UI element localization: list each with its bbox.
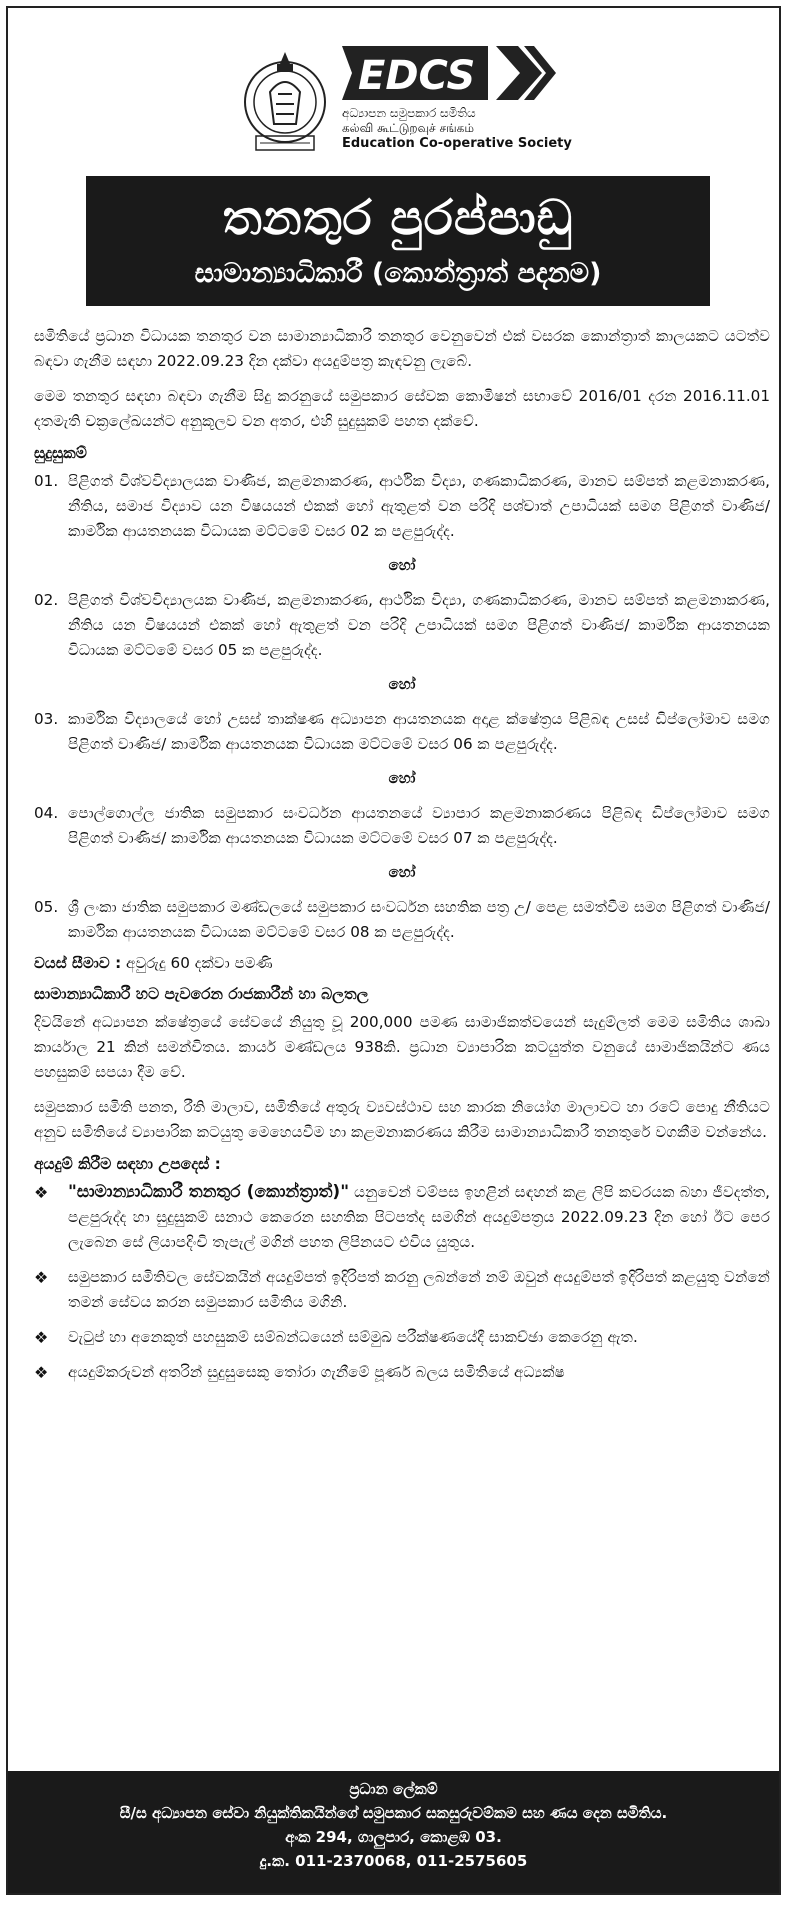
qualification-number: 02.: [34, 591, 59, 609]
instruction-item: [34, 1180, 770, 1255]
instruction-text: යනුවෙන් වම්පස ඉහළින් සඳහන් කළ ලිපි කවරයක බහා ජීවදත්ත, පළපුරුද්ද හා සුදුසුකම් සනාථ කෙරෙන සහතික පිටපත්ද සමගින් අයදුම්පත්‍රය 2022.09.23 දින හෝ ඊට පෙර ලැබෙන සේ ලියාපදිංචි තැපැල් මගින් පහත ලිපිනයට එවිය යුතුය.: [68, 1183, 770, 1251]
instruction-item: [34, 1265, 770, 1315]
society-name-sinhala: අධ්‍යාපන සමුපකාර සමිතිය: [342, 106, 476, 120]
footer-address: අංක 294, ගාලුපාර, කොළඹ 03.: [285, 1828, 502, 1846]
advertisement-body: [34, 324, 770, 1395]
age-limit-label: වයස් සීමාව :: [34, 954, 122, 972]
or-separator: හෝ: [388, 556, 416, 574]
contact-footer: [8, 1771, 779, 1893]
qualification-text: පොල්ගොල්ල ජාතික සමුපකාර සංවර්ධන ආයතනයේ ව්‍යාපාර කළමනාකරණය පිළිබඳ ඩිප්ලෝමාව සමග පිළිගත් වාණිජ/ කාර්මික ආයතනයක විධායක මට්ටමේ වසර 07 ක පළපුරුද්ද.: [68, 804, 770, 847]
footer-officer-title: ප්‍රධාන ලේකම්: [349, 1780, 438, 1798]
age-limit: [34, 951, 770, 975]
qualification-number: 05.: [34, 898, 59, 916]
qualification-item: [34, 895, 770, 945]
logo-text: EDCS: [358, 53, 476, 99]
advertisement-page: [6, 6, 781, 1895]
intro-paragraph-2: මෙම තනතුර සඳහා බඳවා ගැනීම සිදු කරනුයේ සමුපකාර සේවක කොමිෂන් සභාවේ 2016/01 දරන 2016.11.01 දතමැති චක්‍රලේඛයන්ට අනුකූලව වන අතර, එහි සුදුසුකම් පහත දක්වේ.: [34, 387, 770, 430]
instruction-text: සමුපකාර සමිතිවල සේවකයින් අයදුම්පත් ඉදිරිපත් කරනු ලබන්නේ නම් ඔවුන් අයදුම්පත් ඉදිරිපත් කළයුතු වන්නේ තමන් සේවය කරන සමුපකාර සමිතිය මගිනි.: [68, 1268, 770, 1311]
society-name-tamil: கல்வி கூட்டுறவுச் சங்கம்: [342, 121, 474, 135]
diamond-bullet-icon: ❖: [34, 1268, 49, 1287]
society-seal-icon: [238, 42, 332, 154]
instruction-text: අයදුම්කරුවන් අතරින් සුදුසුසෙකු තෝරා ගැනීමේ පූර්ණ බලය සමිතියේ අධ්‍යක්ෂ: [68, 1363, 565, 1381]
qualification-text: ශ්‍රී ලංකා ජාතික සමුපකාර මණ්ඩලයේ සමුපකාර සංවර්ධන සහතික පත්‍ර උ/ පෙළ සමත්වීම සමග පිළිගත් වාණිජ/ කාර්මික ආයතනයක විධායක මට්ටමේ වසර 08 ක පළපුරුද්ද.: [68, 898, 770, 941]
position-title: සාමාන්‍යාධිකාරී (කොන්ත්‍රාත් පදනම): [194, 258, 602, 289]
qualification-number: 04.: [34, 804, 59, 822]
duties-paragraph-2: සමුපකාර සමිති පනත, රීති මාලාව, සමිතියේ අතුරු ව්‍යවස්ථාව සහ කාරක නියෝග මාලාවට හා රටේ පොදු නීතියට අනුව සමිතියේ ව්‍යාපාරික කටයුතු මෙහෙයවීම හා කළමනාකරණය කිරීම සාමාන්‍යාධිකාරී තනතුරේ වගකීම වන්නේය.: [34, 1098, 770, 1141]
society-names: [342, 106, 582, 151]
duties-heading: සාමාන්‍යාධිකාරී හට පැවරෙන රාජකාරීන් හා බලතල: [34, 985, 369, 1003]
intro-paragraph-1: සමිතියේ ප්‍රධාන විධායක තනතුර වන සාමාන්‍යාධිකාරී තනතුර වෙනුවෙන් එක් වසරක කොන්ත්‍රාත් කාලයකට යටත්ව බඳවා ගැනීම සඳහා 2022.09.23 දින දක්වා අයදුම්පත්‍ර කැඳවනු ලැබේ.: [34, 327, 770, 370]
edcs-logo: [338, 42, 558, 104]
or-separator: හෝ: [388, 675, 416, 693]
age-limit-value: අවුරුදු 60 දක්වා පමණි: [126, 954, 273, 972]
or-separator: හෝ: [388, 863, 416, 881]
qualification-text: පිළිගත් විශ්වවිද්‍යාලයක වාණිජ, කළමනාකරණ, ආර්ථික විද්‍යා, ගණකාධිකරණ, මානව සම්පත් කළමනාකරණ, නීතිය යන විෂයයන් එකක් හෝ ඇතුළත් වන පරිදි උපාධියක් සමග පිළිගත් වාණිජ/ කාර්මික ආයතනයක විධායක මට්ටමේ වසර 05 ක පළපුරුද්ද.: [68, 591, 770, 659]
qualification-text: කාර්මික විද්‍යාලයේ හෝ උසස් තාක්ෂණ අධ්‍යාපන ආයතනයක අදාළ ක්ෂේත්‍රය පිළිබඳ උසස් ඩිප්ලෝමාව සමග පිළිගත් වාණිජ/ කාර්මික ආයතනයක විධායක මට්ටමේ වසර 06 ක පළපුරුද්ද.: [68, 710, 770, 753]
qualification-item: [34, 801, 770, 851]
qualification-item: [34, 588, 770, 663]
or-separator: හෝ: [388, 769, 416, 787]
diamond-bullet-icon: ❖: [34, 1328, 49, 1347]
qualification-number: 03.: [34, 710, 59, 728]
instructions-heading: අයදුම් කිරීම සඳහා උපදෙස් :: [34, 1155, 221, 1173]
footer-society-name: සී/ස අධ්‍යාපන සේවා නියුක්තිකයින්ගේ සමුපකාර සකසුරුවම්කම සහ ණය දෙන සමිතිය.: [119, 1804, 668, 1822]
qualification-number: 01.: [34, 472, 59, 490]
duties-paragraph-1: දිවයිනේ අධ්‍යාපන ක්ෂේත්‍රයේ සේවයේ නියුතු වූ 200,000 පමණ සාමාජිකත්වයෙන් සැදුම්ලත් මෙම සමිතිය ශාඛා කාර්යාල 21 කින් සමන්විතය. කාර්ය මණ්ඩලය 938කි. ප්‍රධාන ව්‍යාපාරික කටයුත්ත වනුයේ සාමාජිකයින්ට ණය පහසුකම් සපයා දීම වේ.: [34, 1013, 770, 1081]
society-name-english: Education Co-operative Society: [342, 136, 572, 151]
qualifications-heading: සුදුසුකම්: [34, 444, 87, 462]
instruction-text: වැටුප් හා අනෙකුත් පහසුකම් සම්බන්ධයෙන් සම්මුඛ පරීක්ෂණයේදී සාකච්ඡා කෙරෙනු ඇත.: [68, 1328, 638, 1346]
instruction-item: [34, 1360, 770, 1385]
page-title: තනතුර පුරප්පාඩු: [222, 190, 574, 246]
diamond-bullet-icon: ❖: [34, 1363, 49, 1382]
diamond-bullet-icon: ❖: [34, 1183, 49, 1202]
header: [8, 8, 779, 160]
instruction-lead: "සාමාන්‍යාධිකාරී තනතුර (කොන්ත්‍රාත්)": [68, 1182, 350, 1202]
title-banner: [86, 176, 710, 306]
qualification-text: පිළිගත් විශ්වවිද්‍යාලයක වාණිජ, කළමනාකරණ, ආර්ථික විද්‍යා, ගණකාධිකරණ, මානව සම්පත් කළමනාකරණ, නීතිය, සමාජ විද්‍යාව යන විෂයයන් එකක් හෝ ඇතුළත් වන පරිදි පශ්චාත් උපාධියක් සමග පිළිගත් වාණිජ/ කාර්මික ආයතනයක විධායක මට්ටමේ වසර 02 ක පළපුරුද්ද.: [68, 472, 770, 540]
instruction-item: [34, 1325, 770, 1350]
footer-phone: දු.ක. 011-2370068, 011-2575605: [259, 1852, 528, 1870]
qualification-item: [34, 469, 770, 544]
qualification-item: [34, 707, 770, 757]
